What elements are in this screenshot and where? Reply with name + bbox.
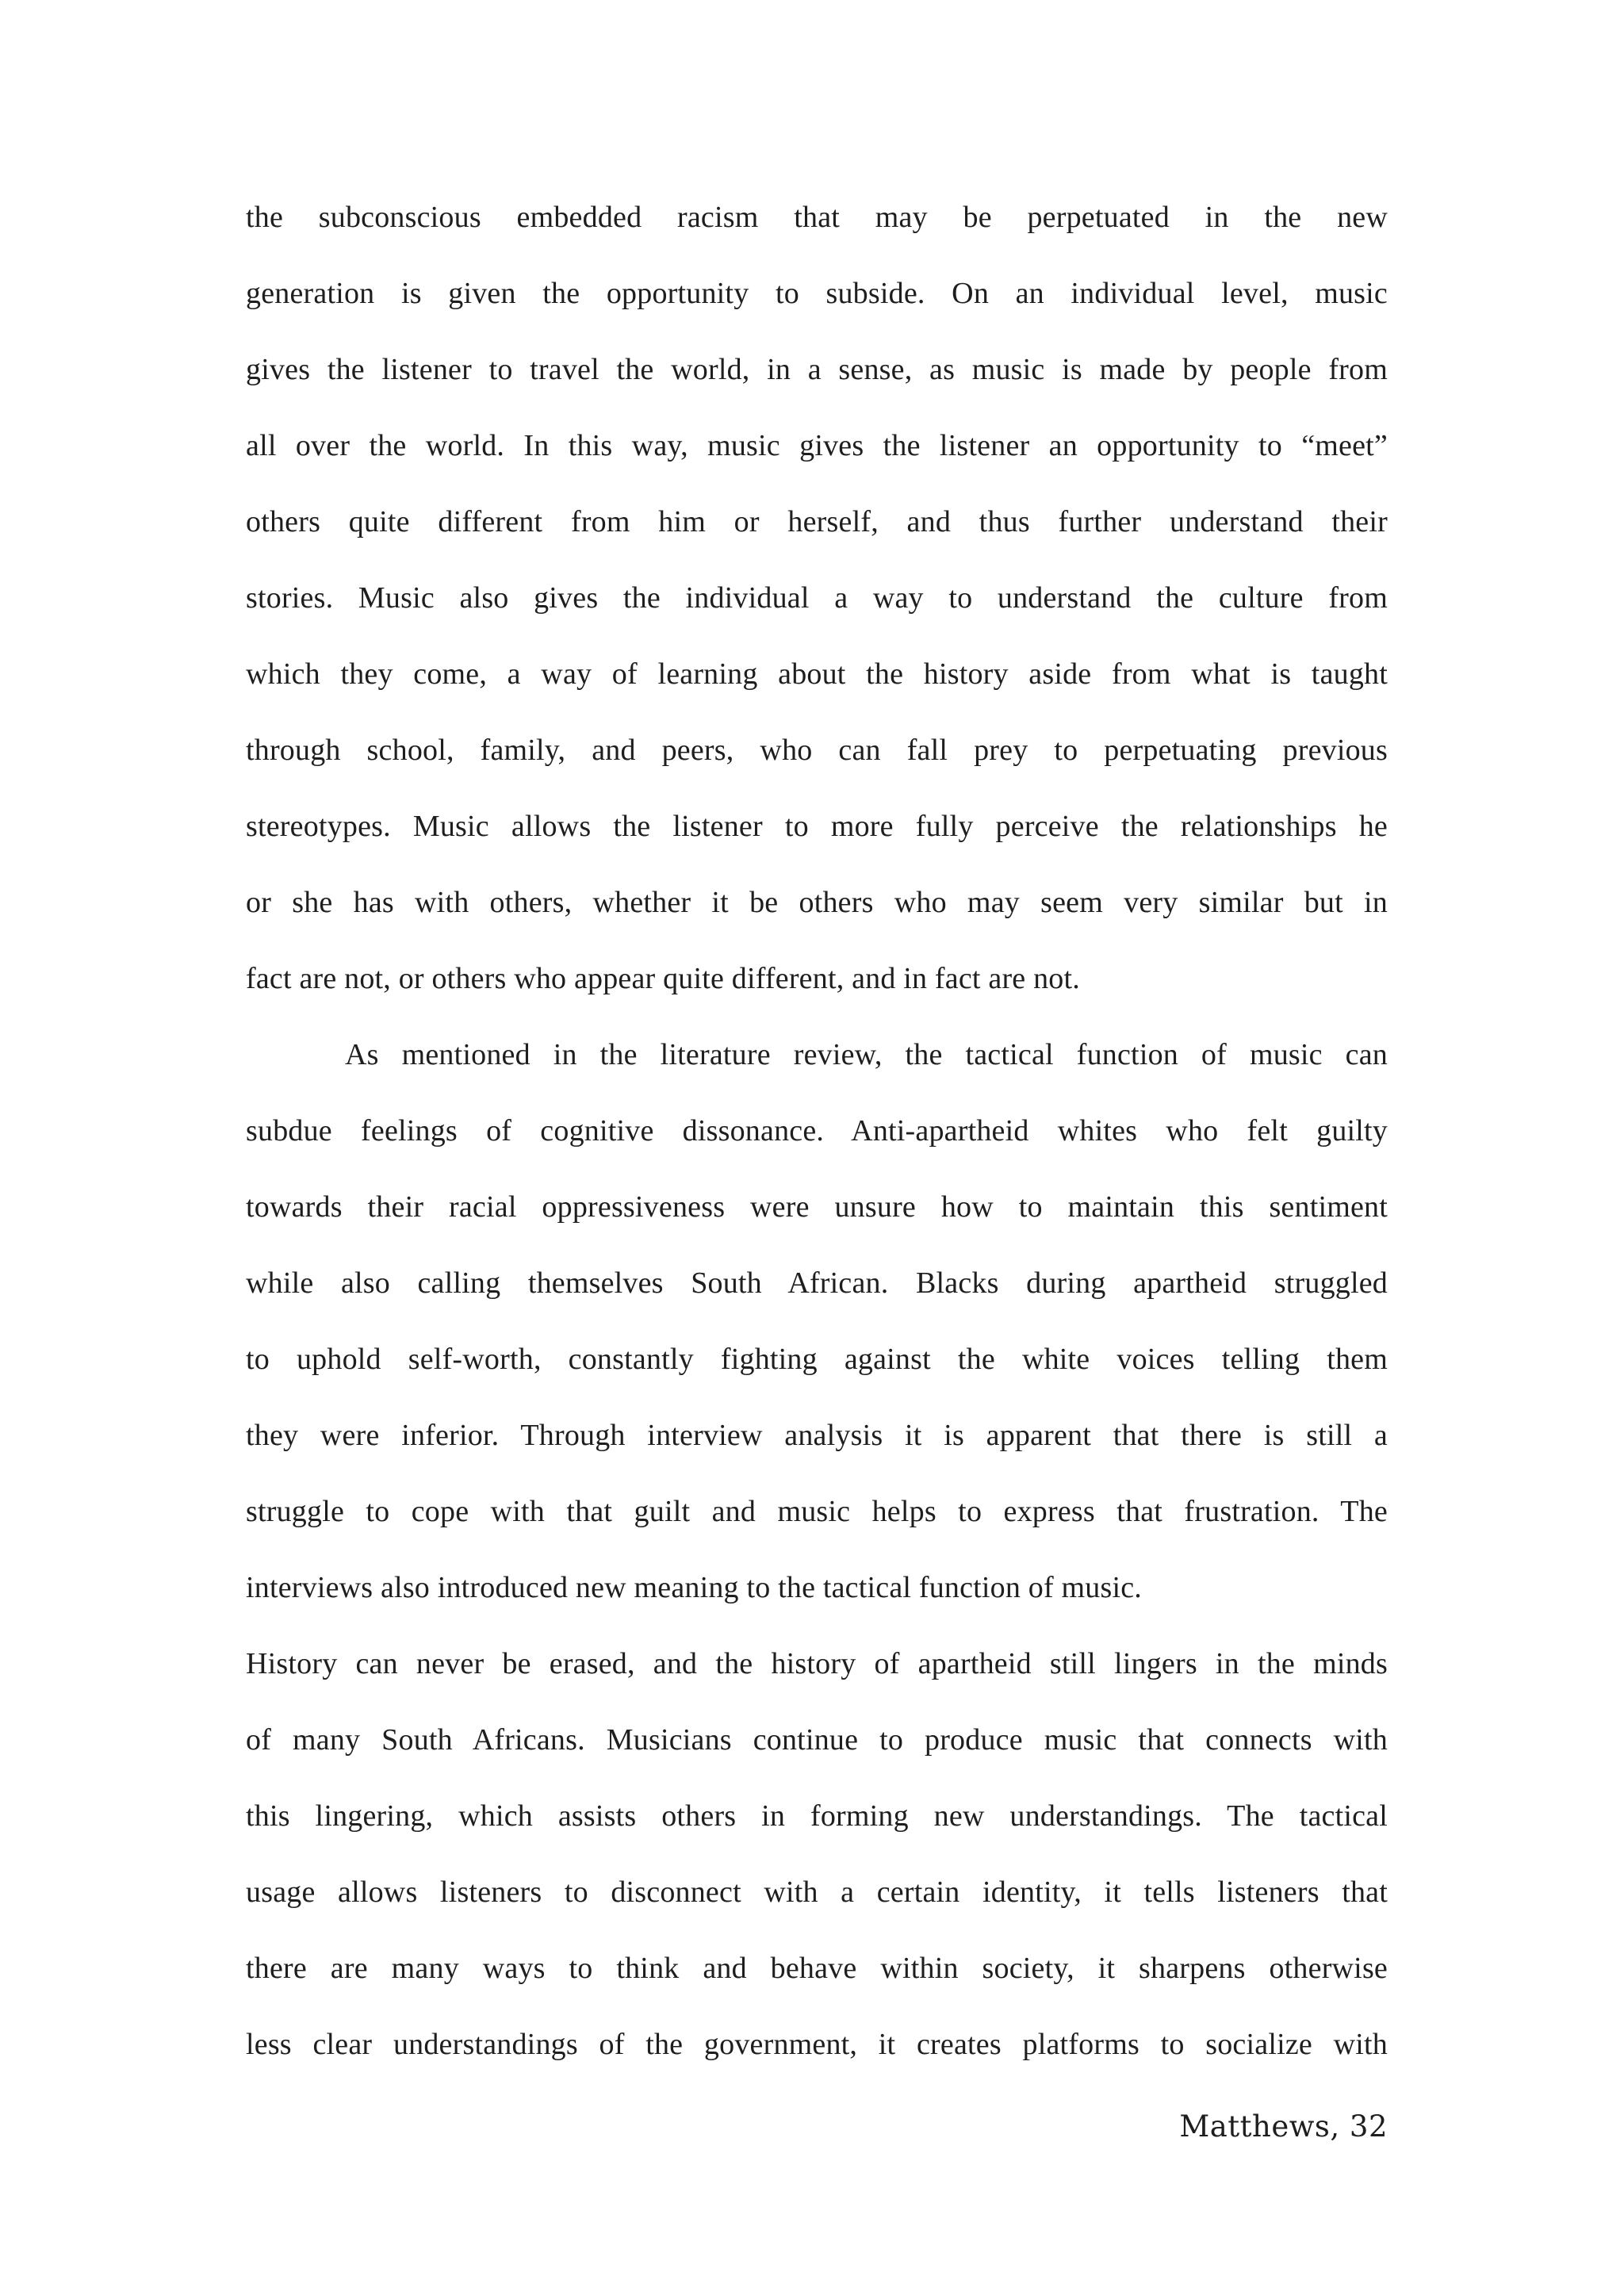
text-line: struggle to cope with that guilt and music helps to express that frustration. The [246,1495,1388,1528]
text-line: History can never be erased, and the history of apartheid still lingers in the minds [246,1647,1388,1680]
text-line: interviews also introduced new meaning to the tactical function of music. [246,1571,1142,1604]
text-line: this lingering, which assists others in forming new understandings. The tactical [246,1799,1388,1833]
text-line: generation is given the opportunity to subside. On an individual level, music [246,277,1388,310]
paragraph-start-line: As mentioned in the literature review, the tactical function of music can [345,1038,1388,1071]
text-line: while also calling themselves South African. Blacks during apartheid struggled [246,1266,1388,1300]
text-line: less clear understandings of the government, it creates platforms to socialize with [246,2028,1388,2061]
text-line: stories. Music also gives the individual a way to understand the culture from [246,581,1388,615]
text-line: through school, family, and peers, who can fall prey to perpetuating previous [246,734,1388,767]
text-line: subdue feelings of cognitive dissonance. Anti-apartheid whites who felt guilty [246,1114,1388,1148]
paragraph-end-line: fact are not, or others who appear quite different, and in fact are not. [246,962,1080,995]
text-line: of many South Africans. Musicians continue to produce music that connects with [246,1723,1388,1757]
text-line: all over the world. In this way, music gives the listener an opportunity to “meet” [246,429,1388,462]
text-line: usage allows listeners to disconnect with a certain identity, it tells listeners that [246,1875,1388,1909]
text-line: or she has with others, whether it be others who may seem very similar but in [246,886,1388,919]
text-line: they were inferior. Through interview analysis it is apparent that there is still a [246,1419,1388,1452]
text-line: towards their racial oppressiveness were unsure how to maintain this sentiment [246,1190,1388,1224]
text-line: the subconscious embedded racism that may be perpetuated in the new [246,201,1388,234]
page-footer: Matthews, 32 [1179,2109,1388,2144]
text-line: to uphold self-worth, constantly fighting against the white voices telling them [246,1343,1388,1376]
text-line: which they come, a way of learning about the history aside from what is taught [246,657,1388,691]
text-line: stereotypes. Music allows the listener to more fully perceive the relationships he [246,810,1388,843]
text-line: others quite different from him or herself, and thus further understand their [246,505,1388,538]
body-text [246,189,1388,2092]
text-line: gives the listener to travel the world, in a sense, as music is made by people from [246,353,1388,386]
text-line: there are many ways to think and behave within society, it sharpens otherwise [246,1952,1388,1985]
